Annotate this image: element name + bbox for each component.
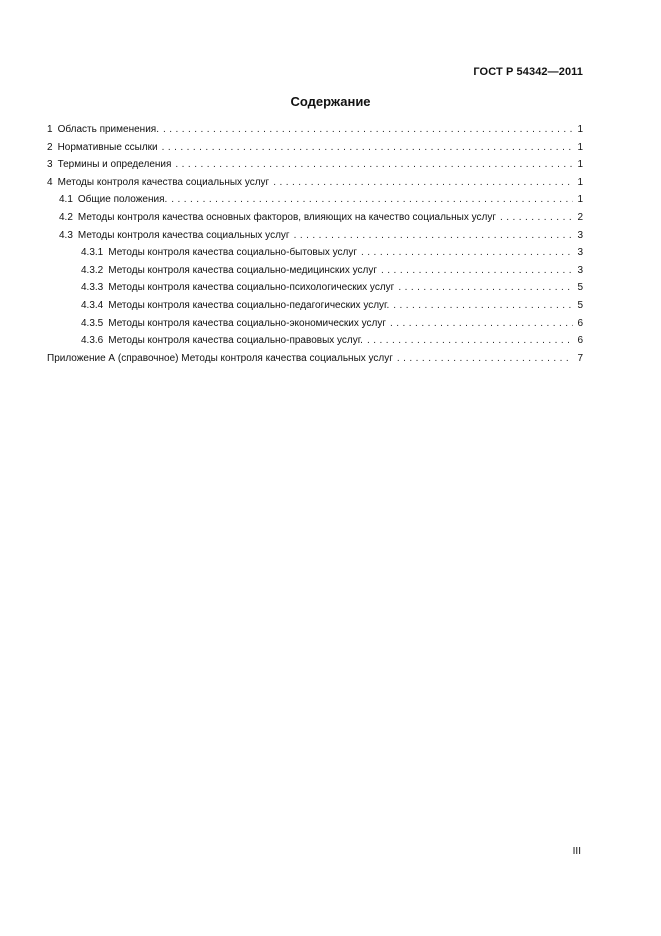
toc-entry-3[interactable] [47,156,583,174]
toc-entry-page: 3 [577,229,583,241]
toc-entry-number: 4.3.2 [81,264,104,276]
toc-entry-page: 6 [577,317,583,329]
toc-entry-title: Методы контроля качества социально-медицинских услуг [108,264,378,276]
toc-dot-leader [171,191,573,209]
page-number: III [572,846,581,857]
toc-entry-4[interactable] [47,174,583,192]
toc-entry-title: Методы контроля качества социально-экономических услуг [108,317,387,329]
toc-entry-number: 4.3.6 [81,335,104,347]
toc-entry-number: 4.2 [59,211,73,223]
toc-entry-4-3-3[interactable] [47,279,583,297]
toc-dot-leader [393,297,573,315]
toc-entry-page: 6 [577,335,583,347]
toc-entry-title: Приложение А (справочное) Методы контроля качества социальных услуг [47,352,393,364]
toc-entry-page: 3 [577,247,583,259]
toc-entry-number: 4.3.4 [81,299,104,311]
toc-entry-title: Методы контроля качества социальных услуг [77,229,290,241]
toc-entry-page: 1 [577,176,583,188]
toc-entry-4-3-2[interactable] [47,262,583,280]
toc-entry-page: 1 [577,124,583,135]
toc-entry-4-1[interactable] [47,191,583,209]
page-title: Содержание [290,94,371,109]
table-of-contents [47,121,583,367]
toc-dot-leader [367,332,573,350]
toc-entry-number: 1 [47,124,53,135]
toc-entry-4-3-1[interactable] [47,244,583,262]
toc-entry-number: 4.3.5 [81,317,104,329]
toc-entry-title: Область применения. [57,124,159,135]
toc-entry-title: Общие положения. [77,194,168,206]
toc-entry-number: 4.3.1 [81,247,104,259]
toc-entry-page: 3 [577,264,583,276]
toc-entry-4-3-6[interactable] [47,332,583,350]
toc-dot-leader [162,139,573,157]
toc-dot-leader [273,174,573,192]
toc-entry-2[interactable] [47,139,583,157]
toc-entry-page: 1 [577,159,583,171]
toc-entry-page: 5 [577,299,583,311]
toc-dot-leader [381,262,573,280]
toc-entry-1[interactable] [47,121,583,139]
toc-entry-page: 2 [577,211,583,223]
toc-entry-title: Методы контроля качества социально-педагогических услуг. [108,299,390,311]
toc-dot-leader [397,350,573,368]
toc-entry-title: Методы контроля качества социально-психологических услуг [108,282,395,294]
document-header-standard: ГОСТ Р 54342—2011 [473,66,583,78]
toc-dot-leader [398,279,573,297]
toc-entry-page: 1 [577,194,583,206]
toc-entry-page: 1 [577,141,583,153]
toc-entry-4-3-4[interactable] [47,297,583,315]
toc-entry-number: 2 [47,141,53,153]
toc-entry-number: 3 [47,159,53,171]
toc-entry-page: 5 [577,282,583,294]
toc-dot-leader [361,244,573,262]
toc-entry-title: Методы контроля качества основных факторов, влияющих на качество социальных услуг [77,211,496,223]
toc-entry-title: Методы контроля качества социальных услуг [57,176,270,188]
toc-entry-title: Термины и определения [57,159,172,171]
toc-dot-leader [294,227,573,245]
toc-dot-leader [500,209,573,227]
toc-entry-4-2[interactable] [47,209,583,227]
toc-entry-number: 4.1 [59,194,73,206]
toc-entry-title: Методы контроля качества социально-бытовых услуг [108,247,358,259]
toc-entry-number: 4 [47,176,53,188]
toc-entry-number: 4.3 [59,229,73,241]
toc-entry-4-3-5[interactable] [47,315,583,333]
toc-dot-leader [390,315,573,333]
toc-entry-page: 7 [577,352,583,364]
toc-entry-appendix-a[interactable] [47,350,583,368]
toc-entry-4-3[interactable] [47,227,583,245]
toc-entry-title: Нормативные ссылки [57,141,158,153]
toc-dot-leader [163,121,573,139]
toc-dot-leader [175,156,573,174]
toc-entry-title: Методы контроля качества социально-правовых услуг. [108,335,363,347]
toc-entry-number: 4.3.3 [81,282,104,294]
